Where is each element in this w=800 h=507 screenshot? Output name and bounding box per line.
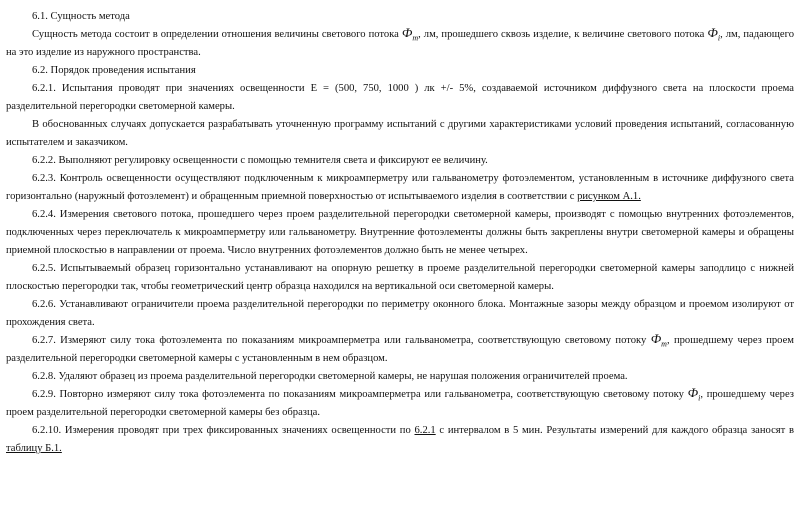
- section-heading-6-2: 6.2. Порядок проведения испытания: [32, 65, 196, 76]
- clause-6-2-8: 6.2.8. Удаляют образец из проема разделительной перегородки светомерной камеры, не нарушая положения ограничителей проема.: [32, 371, 628, 382]
- luminous-flux-symbol: [650, 331, 667, 349]
- clause-6-2-10: [6, 422, 794, 458]
- flux-subscript: i: [717, 33, 721, 43]
- luminous-flux-symbol: [401, 25, 419, 43]
- flux-letter: Ф: [707, 25, 718, 40]
- clause-6-2-7: [6, 332, 794, 368]
- luminous-flux-symbol: [687, 385, 701, 403]
- paragraph-text: с интервалом в 5 мин. Результаты измерений для каждого образца заносят в: [439, 425, 794, 436]
- paragraph-text: , лм, прошедшего сквозь изделие, к величине светового потока: [418, 29, 705, 40]
- flux-letter: Ф: [687, 385, 699, 400]
- figure-a1-link[interactable]: рисунком А.1.: [577, 191, 641, 202]
- clause-6-2-2: 6.2.2. Выполняют регулировку освещенности с помощью темнителя света и фиксируют ее величину.: [32, 155, 488, 166]
- clause-6-2-3: [6, 170, 794, 206]
- paragraph-text: , прошедшему через проем разделительной перегородки светомерной камеры без образца.: [6, 389, 794, 418]
- paragraph-text: , прошедшему через проем разделительной перегородки светомерной камеры с установленным в нем образцом.: [6, 335, 795, 364]
- clause-6-2-5: 6.2.5. Испытываемый образец горизонтально устанавливают на опорную решетку в проеме разделительной перегородки светомерной камеры заподлицо с нижней плоскостью перегородки так, чтобы геометрический центр образца находился на вертикальной оси светомерной камеры.: [6, 263, 794, 292]
- flux-subscript: т: [412, 33, 419, 43]
- paragraph-method-essence: [6, 26, 794, 62]
- clause-6-2-6: 6.2.6. Устанавливают ограничители проема разделительной перегородки по периметру оконного блока. Монтажные зазоры между образцом и проемом изолируют от прохождения света.: [6, 299, 794, 328]
- paragraph-text: 6.2.10. Измерения проводят при трех фиксированных значениях освещенности по: [32, 425, 411, 436]
- paragraph-text: 6.2.7. Измеряют силу тока фотоэлемента по показаниям микроамперметра или гальванометра, соответствующую световому потоку: [32, 335, 647, 346]
- clause-6-2-4: 6.2.4. Измерения светового потока, прошедшего через проем разделительной перегородки светомерной камеры, производят с помощью внутренних фотоэлементов, подключенных через переключатель к микроамперметру или гальванометру. Внутренние фотоэлементы должны быть закреплены внутри светомерной камеры и обращены приемной плоскостью в направлении от проема. Число внутренних фотоэлементов должно быть не менее четырех.: [6, 209, 794, 256]
- flux-subscript: i: [698, 393, 701, 403]
- flux-subscript: т: [661, 339, 667, 349]
- paragraph-text: 6.2.3. Контроль освещенности осуществляют подключенным к микроамперметру или гальванометру фотоэлементом, установленным в источнике диффузного света горизонтально (наружный фотоэлемент) и обращенным приемной поверхностью от испытываемого изделия в соответствии с: [6, 173, 794, 202]
- table-b1-link[interactable]: таблицу Б.1.: [6, 443, 62, 454]
- paragraph-text: 6.2.9. Повторно измеряют силу тока фотоэлемента по показаниям микроамперметра или гальванометра, соответствующую световому потоку: [32, 389, 684, 400]
- paragraph-text: , лм, падающего на это изделие из наружного пространства.: [6, 29, 795, 58]
- clause-6-2-1-link[interactable]: 6.2.1: [414, 425, 436, 436]
- flux-letter: Ф: [650, 331, 662, 346]
- clause-6-2-1: 6.2.1. Испытания проводят при значениях освещенности Е = (500, 750, 1000 ) лк +/- 5%, создаваемой источником диффузного света на плоскости проема разделительной перегородки светомерной камеры.: [6, 83, 794, 112]
- paragraph-text: Сущность метода состоит в определении отношения величины светового потока: [32, 29, 399, 40]
- clause-6-2-9: [6, 386, 794, 422]
- flux-letter: Ф: [401, 25, 413, 40]
- section-heading-6-1: 6.1. Сущность метода: [32, 11, 130, 22]
- clause-6-2-1-note: В обоснованных случаях допускается разрабатывать уточненную программу испытаний с другими характеристиками условий проведения испытаний, согласованную испытателем и заказчиком.: [6, 119, 794, 148]
- luminous-flux-symbol: [707, 25, 721, 43]
